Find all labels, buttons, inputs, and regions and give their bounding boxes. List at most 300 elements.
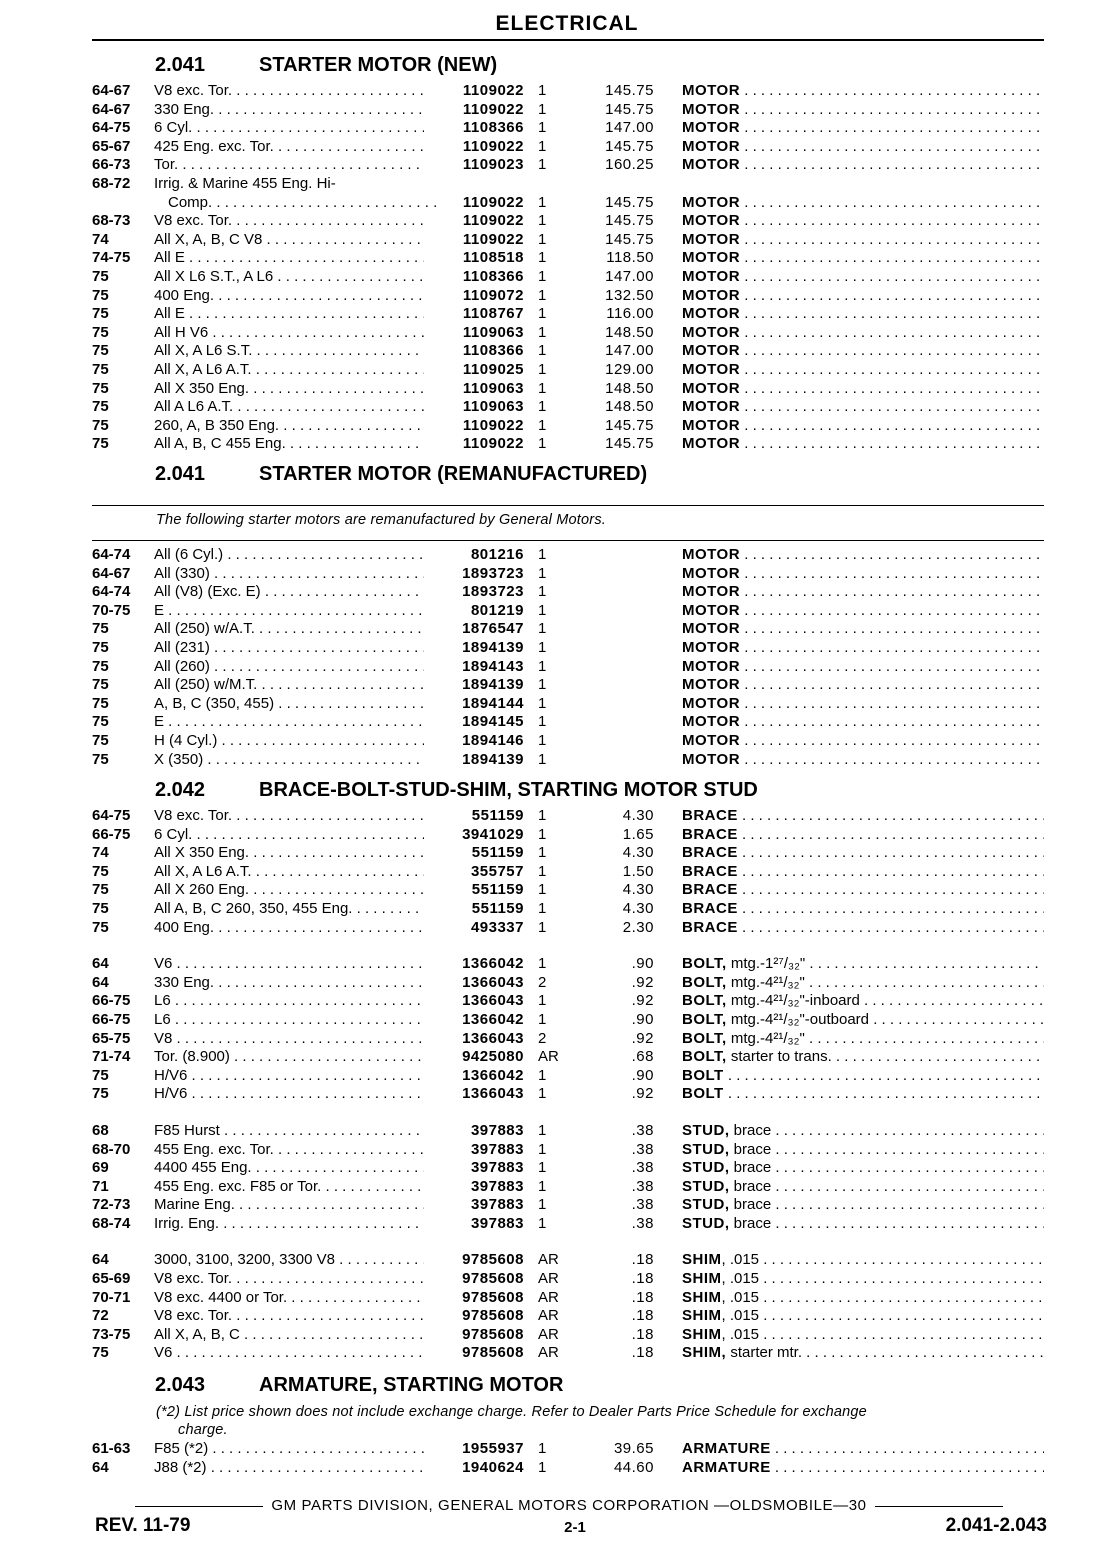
table-row	[92, 881, 1047, 900]
description	[682, 565, 1044, 584]
list-price: .38	[631, 1196, 654, 1214]
part-number: 1366043	[462, 1029, 524, 1047]
footer-revision: REV. 11-79	[95, 1515, 191, 1536]
title-rule	[92, 39, 1044, 41]
part-number: 1894146	[462, 731, 524, 749]
model-years: 64-67	[92, 82, 131, 99]
section-note: The following starter motors are remanufactured by General Motors.	[156, 512, 606, 528]
list-price: .18	[631, 1344, 654, 1362]
description-detail	[740, 676, 1044, 693]
list-price: 2.30	[622, 918, 654, 936]
description-name: BOLT,	[682, 1048, 727, 1066]
table-row	[92, 732, 1047, 751]
list-price: .18	[631, 1307, 654, 1325]
description	[682, 1030, 1044, 1049]
quantity: 1	[538, 342, 547, 360]
application: All (250) w/M.T. . . .	[154, 676, 424, 695]
table-row	[92, 565, 1047, 584]
description-name: BRACE	[682, 881, 738, 899]
quantity: 1	[538, 286, 547, 304]
quantity: 1	[538, 546, 547, 563]
description	[682, 119, 1044, 138]
application: All X, A, B, C . . .	[154, 1326, 424, 1345]
quantity: 1	[538, 918, 547, 936]
description	[682, 361, 1044, 380]
description-detail	[740, 620, 1044, 637]
description-detail: , .015 . . .	[722, 1289, 1045, 1306]
part-number: 1893723	[462, 564, 524, 582]
group-spacer	[92, 1233, 1047, 1251]
list-price: .92	[631, 973, 654, 991]
description-detail	[740, 583, 1044, 600]
table-row	[92, 620, 1047, 639]
description	[682, 881, 1044, 900]
part-number: 1876547	[462, 620, 524, 638]
quantity: 1	[538, 305, 547, 323]
description	[682, 732, 1044, 751]
quantity: 1	[538, 620, 547, 638]
quantity: 1	[538, 1440, 547, 1457]
description	[682, 380, 1044, 399]
description-name: MOTOR	[682, 583, 741, 601]
description	[682, 900, 1044, 919]
quantity: 1	[538, 1066, 547, 1084]
part-number: 1109022	[462, 82, 524, 99]
description	[682, 1196, 1044, 1215]
list-price: 4.30	[622, 807, 654, 824]
part-number: 1109072	[462, 286, 524, 304]
description	[682, 324, 1044, 343]
table-row	[92, 194, 1047, 213]
description	[682, 231, 1044, 250]
quantity: 1	[538, 323, 547, 341]
description-name: MOTOR	[682, 416, 741, 434]
table-row	[92, 435, 1047, 454]
table-row	[92, 1440, 1047, 1459]
section-heading	[155, 779, 758, 805]
list-price: 147.00	[605, 267, 654, 285]
table-row	[92, 156, 1047, 175]
description-name: MOTOR	[682, 360, 741, 378]
quantity: 1	[538, 694, 547, 712]
quantity: 1	[538, 230, 547, 248]
description-name: MOTOR	[682, 267, 741, 285]
list-price: 145.75	[605, 212, 654, 230]
list-price: .18	[631, 1325, 654, 1343]
model-years: 75	[92, 398, 109, 416]
section-number: 2.041	[155, 463, 206, 485]
table-row	[92, 398, 1047, 417]
quantity: AR	[538, 1307, 559, 1325]
description	[682, 863, 1044, 882]
description	[682, 1270, 1044, 1289]
description-name: BRACE	[682, 844, 738, 862]
quantity: 1	[538, 1140, 547, 1158]
list-price: .38	[631, 1159, 654, 1177]
part-number: 1893723	[462, 583, 524, 601]
part-number: 1109023	[462, 156, 524, 174]
quantity: 1	[538, 955, 547, 973]
application: H/V6 . . .	[154, 1085, 424, 1104]
part-number: 9785608	[462, 1344, 524, 1362]
description-name: MOTOR	[682, 398, 741, 416]
table-row	[92, 844, 1047, 863]
application: F85 (*2) . . .	[154, 1440, 424, 1459]
table-row	[92, 305, 1047, 324]
description-name: MOTOR	[682, 286, 741, 304]
description	[682, 919, 1044, 938]
quantity: 1	[538, 416, 547, 434]
description	[682, 249, 1044, 268]
application: F85 Hurst . . .	[154, 1122, 424, 1141]
list-price: 147.00	[605, 119, 654, 137]
table-row	[92, 1141, 1047, 1160]
description	[682, 955, 1044, 974]
model-years: 68-70	[92, 1140, 131, 1158]
description-detail	[740, 546, 1044, 563]
description-name: MOTOR	[682, 620, 741, 638]
description	[682, 342, 1044, 361]
part-number: 1109063	[462, 398, 524, 416]
description-name: STUD,	[682, 1177, 730, 1195]
list-price: .90	[631, 955, 654, 973]
description-detail	[740, 361, 1044, 378]
parts-list-starter-reman	[92, 546, 1047, 769]
quantity: 1	[538, 825, 547, 843]
description-name: MOTOR	[682, 657, 741, 675]
application: 330 Eng. . . .	[154, 101, 424, 120]
description-detail	[740, 305, 1044, 322]
description-name: MOTOR	[682, 100, 741, 118]
group-spacer	[92, 937, 1047, 955]
quantity: 1	[538, 82, 547, 99]
list-price: 118.50	[606, 249, 654, 267]
description-name: MOTOR	[682, 601, 741, 619]
table-row	[92, 751, 1047, 770]
part-number: 1940624	[462, 1458, 524, 1476]
table-row	[92, 101, 1047, 120]
exchange-note-line1: (*2) List price shown does not include exchange charge. Refer to Dealer Parts Price Schedule for exchange	[156, 1404, 867, 1420]
description-detail	[740, 101, 1044, 118]
quantity: 1	[538, 844, 547, 862]
table-row	[92, 1178, 1047, 1197]
section-number: 2.042	[155, 779, 206, 801]
parts-list-starter-new	[92, 82, 1047, 454]
description	[682, 639, 1044, 658]
table-row	[92, 826, 1047, 845]
table-row	[92, 1270, 1047, 1289]
quantity: 1	[538, 862, 547, 880]
application: All X, A L6 S.T. . . .	[154, 342, 424, 361]
description	[682, 398, 1044, 417]
table-row	[92, 417, 1047, 436]
description	[682, 1048, 1044, 1067]
description-name: MOTOR	[682, 731, 741, 749]
table-row	[92, 249, 1047, 268]
quantity: 1	[538, 807, 547, 824]
description	[682, 1011, 1044, 1030]
application: All (V8) (Exc. E) . . .	[154, 583, 424, 602]
application: Irrig. & Marine 455 Eng. Hi-	[154, 174, 336, 192]
quantity: 1	[538, 1159, 547, 1177]
description	[682, 1141, 1044, 1160]
table-row	[92, 1251, 1047, 1270]
description-name: SHIM	[682, 1325, 722, 1343]
model-years: 72	[92, 1307, 109, 1325]
table-row	[92, 324, 1047, 343]
description-detail: mtg.-4²¹/₃₂" . . .	[727, 1030, 1044, 1047]
description-detail: brace . . .	[730, 1196, 1045, 1213]
model-years: 74-75	[92, 249, 131, 267]
description-detail	[740, 565, 1044, 582]
section-title: STARTER MOTOR (NEW)	[259, 54, 498, 76]
list-price: 1.65	[622, 825, 654, 843]
list-price: .68	[631, 1048, 654, 1066]
model-years: 75	[92, 694, 109, 712]
description-name: MOTOR	[682, 249, 741, 267]
description-name: MOTOR	[682, 230, 741, 248]
description	[682, 676, 1044, 695]
section-title: BRACE-BOLT-STUD-SHIM, STARTING MOTOR STUD	[259, 779, 758, 801]
application: 400 Eng. . . .	[154, 287, 424, 306]
model-years: 64-74	[92, 583, 131, 601]
description-detail: starter to trans. . . .	[727, 1048, 1044, 1065]
model-years: 73-75	[92, 1325, 131, 1343]
description-detail	[738, 807, 1044, 824]
description-detail: mtg.-4²¹/₃₂"-outboard . . .	[727, 1011, 1044, 1028]
table-row	[92, 1159, 1047, 1178]
description-detail	[738, 881, 1044, 898]
description-detail	[740, 324, 1044, 341]
parts-list-brace-bolt-stud-shim	[92, 807, 1047, 1363]
application: V8 exc. Tor. . . .	[154, 1270, 424, 1289]
part-number: 1366043	[462, 992, 524, 1010]
quantity: 1	[538, 267, 547, 285]
description-detail: , .015 . . .	[722, 1251, 1045, 1268]
list-price: 116.00	[606, 305, 654, 323]
model-years: 75	[92, 750, 109, 768]
description	[682, 82, 1044, 101]
application: 3000, 3100, 3200, 3300 V8 . . .	[154, 1251, 424, 1270]
part-number: 1109022	[462, 230, 524, 248]
part-number: 355757	[470, 862, 524, 880]
quantity: AR	[538, 1288, 559, 1306]
description-name: MOTOR	[682, 156, 741, 174]
application: All X L6 S.T., A L6 . . .	[154, 268, 424, 287]
model-years: 66-75	[92, 825, 131, 843]
description-detail	[740, 751, 1044, 768]
list-price: 148.50	[605, 323, 654, 341]
description	[682, 156, 1044, 175]
section-number: 2.041	[155, 54, 206, 76]
part-number: 493337	[470, 918, 524, 936]
description-detail	[738, 919, 1044, 936]
note-rule-bottom	[92, 540, 1044, 541]
part-number: 1109022	[462, 137, 524, 155]
table-row	[92, 863, 1047, 882]
footer-rule-left	[135, 1506, 263, 1507]
quantity: 1	[538, 657, 547, 675]
part-number: 397883	[470, 1196, 524, 1214]
description-detail: , .015 . . .	[722, 1326, 1045, 1343]
model-years: 71-74	[92, 1048, 131, 1066]
list-price: 4.30	[622, 881, 654, 899]
application: E . . .	[154, 602, 424, 621]
quantity: 1	[538, 601, 547, 619]
description-name: MOTOR	[682, 676, 741, 694]
description	[682, 1215, 1044, 1234]
description-name: SHIM	[682, 1288, 722, 1306]
description-name: MOTOR	[682, 713, 741, 731]
application: 425 Eng. exc. Tor. . . .	[154, 138, 424, 157]
table-row	[92, 82, 1047, 101]
part-number: 1894143	[462, 657, 524, 675]
section-heading	[155, 54, 497, 80]
description	[682, 658, 1044, 677]
quantity: 1	[538, 119, 547, 137]
application: 4400 455 Eng. . . .	[154, 1159, 424, 1178]
list-price: 145.75	[605, 100, 654, 118]
quantity: 1	[538, 1085, 547, 1103]
description-detail	[738, 844, 1044, 861]
application: J88 (*2) . . .	[154, 1459, 424, 1478]
model-years: 71	[92, 1177, 109, 1195]
list-price: 1.50	[622, 862, 654, 880]
description-name: BRACE	[682, 825, 738, 843]
quantity: 1	[538, 899, 547, 917]
description	[682, 1067, 1044, 1086]
model-years: 75	[92, 305, 109, 323]
application: V6 . . .	[154, 955, 424, 974]
description-name: STUD,	[682, 1196, 730, 1214]
table-row	[92, 268, 1047, 287]
application: 400 Eng. . . .	[154, 919, 424, 938]
description-name: STUD,	[682, 1214, 730, 1232]
application: V8 exc. Tor. . . .	[154, 1307, 424, 1326]
part-number: 1109063	[462, 379, 524, 397]
part-number: 1108366	[462, 267, 524, 285]
application: Tor. . . .	[154, 156, 424, 175]
description-detail	[740, 713, 1044, 730]
model-years: 64-75	[92, 807, 131, 824]
list-price: 147.00	[605, 342, 654, 360]
part-number: 551159	[471, 807, 524, 824]
part-number: 1109022	[462, 435, 524, 453]
footer-rule-right	[875, 1506, 1003, 1507]
application: All X 350 Eng. . . .	[154, 844, 424, 863]
application: V8 exc. Tor. . . .	[154, 82, 424, 101]
description-name: ARMATURE	[682, 1440, 771, 1457]
description-detail: starter mtr. . . .	[726, 1344, 1044, 1361]
description-detail	[740, 658, 1044, 675]
description	[682, 1289, 1044, 1308]
model-years: 75	[92, 862, 109, 880]
quantity: 2	[538, 1029, 547, 1047]
application: All (260) . . .	[154, 658, 424, 677]
description-detail	[771, 1440, 1044, 1457]
description	[682, 826, 1044, 845]
model-years: 75	[92, 360, 109, 378]
description-detail	[740, 249, 1044, 266]
description	[682, 695, 1044, 714]
description-detail	[740, 194, 1044, 211]
model-years: 75	[92, 323, 109, 341]
description-detail: brace . . .	[730, 1178, 1045, 1195]
description	[682, 807, 1044, 826]
quantity: 1	[538, 435, 547, 453]
application: All (6 Cyl.) . . .	[154, 546, 424, 565]
section-heading	[155, 1374, 563, 1400]
table-row	[92, 1122, 1047, 1141]
description	[682, 435, 1044, 454]
application: 6 Cyl. . . .	[154, 826, 424, 845]
list-price: 4.30	[622, 844, 654, 862]
quantity: 1	[538, 638, 547, 656]
application: V8 exc. Tor. . . .	[154, 807, 424, 826]
table-row	[92, 695, 1047, 714]
section-title: ARMATURE, STARTING MOTOR	[259, 1374, 564, 1396]
description-detail: mtg.-1²⁷/₃₂" . . .	[727, 955, 1044, 972]
quantity: 2	[538, 973, 547, 991]
list-price: 145.75	[605, 230, 654, 248]
list-price: .92	[631, 992, 654, 1010]
table-row	[92, 1067, 1047, 1086]
description	[682, 1440, 1044, 1459]
description-name: MOTOR	[682, 137, 741, 155]
application: All X 260 Eng. . . .	[154, 881, 424, 900]
description-detail	[740, 119, 1044, 136]
description-detail: , .015 . . .	[722, 1307, 1045, 1324]
table-row	[92, 1326, 1047, 1345]
part-number: 3941029	[462, 825, 524, 843]
quantity: 1	[538, 249, 547, 267]
list-price: .38	[631, 1121, 654, 1139]
part-number: 9425080	[462, 1048, 524, 1066]
description-detail	[740, 268, 1044, 285]
table-row	[92, 1344, 1047, 1363]
model-years: 75	[92, 342, 109, 360]
application: V8 . . .	[154, 1030, 424, 1049]
part-number: 9785608	[462, 1270, 524, 1288]
description	[682, 1178, 1044, 1197]
description	[682, 101, 1044, 120]
model-years: 75	[92, 620, 109, 638]
application: X (350) . . .	[154, 751, 424, 770]
description-detail	[740, 602, 1044, 619]
description-name: BRACE	[682, 918, 738, 936]
list-price: .90	[631, 1010, 654, 1028]
part-number: 1366042	[462, 1066, 524, 1084]
application: 330 Eng. . . .	[154, 974, 424, 993]
description-name: BOLT,	[682, 1010, 727, 1028]
model-years: 75	[92, 1085, 109, 1103]
description-name: SHIM,	[682, 1344, 727, 1362]
description-detail	[740, 82, 1044, 99]
model-years: 75	[92, 713, 109, 731]
table-row	[92, 119, 1047, 138]
description-detail	[740, 342, 1044, 359]
list-price: 145.75	[605, 416, 654, 434]
part-number: 1894139	[462, 638, 524, 656]
model-years: 65-67	[92, 137, 131, 155]
description-detail	[740, 417, 1044, 434]
list-price: 129.00	[605, 360, 654, 378]
description	[682, 583, 1044, 602]
model-years: 75	[92, 657, 109, 675]
part-number: 1955937	[462, 1440, 524, 1457]
model-years: 75	[92, 1344, 109, 1362]
model-years: 74	[92, 230, 109, 248]
